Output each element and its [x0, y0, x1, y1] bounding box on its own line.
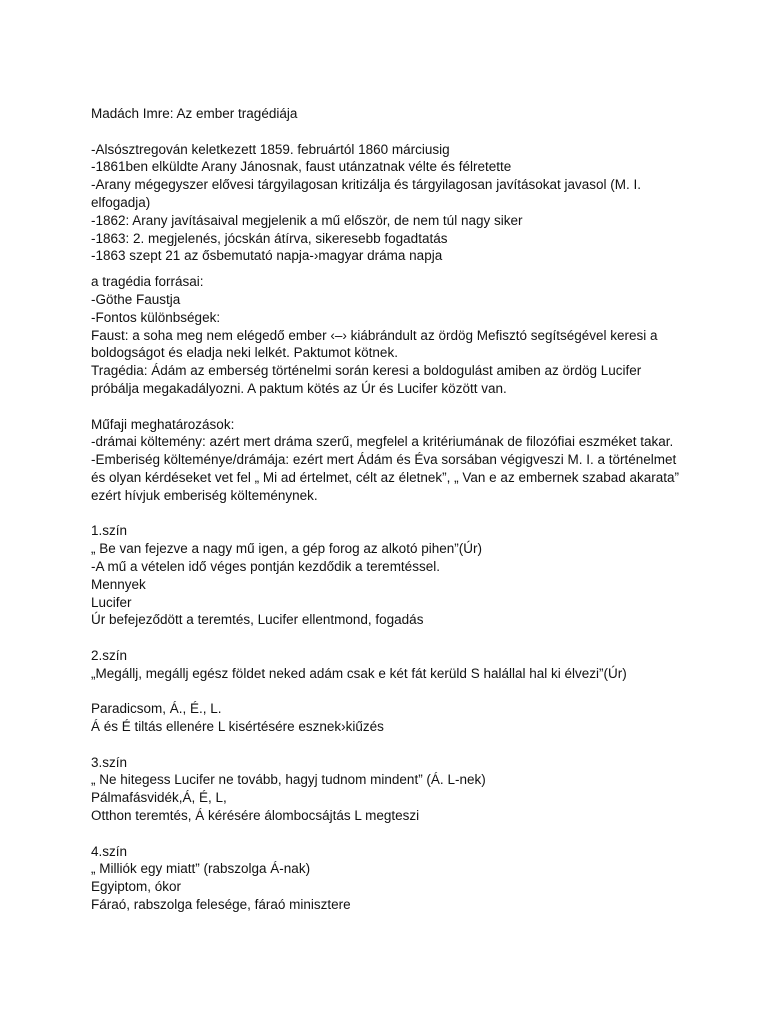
scene-heading: 1.szín: [91, 523, 128, 539]
scene-quote: „ Ne hitegess Lucifer ne tovább, hagyj tudnom mindent” (Á. L-nek): [91, 772, 486, 788]
genre-heading: Műfaji meghatározások:: [91, 416, 235, 432]
scene-line: Fáraó, rabszolga felesége, fáraó minisztere: [91, 897, 351, 913]
scene-line: Lucifer: [91, 594, 132, 610]
scene-quote: „ Be van fejezve a nagy mű igen, a gép forog az alkotó pihen”(Úr): [91, 541, 482, 557]
spacer: [91, 629, 691, 647]
scene-heading: 4.szín: [91, 843, 128, 859]
spacer: [91, 683, 691, 701]
spacer: [91, 123, 691, 141]
genre-paragraph: -drámai költemény: azért mert dráma szerű, megfelel a kritériumának de filozófiai eszméket takar.: [91, 434, 674, 450]
scene-line: Egyiptom, ókor: [91, 879, 182, 895]
scene-quote: „ Milliók egy miatt” (rabszolga Á-nak): [91, 861, 311, 877]
history-line: -1862: Arany javításaival megjelenik a mű először, de nem túl nagy siker: [91, 212, 523, 228]
scene-line: Úr befejeződött a teremtés, Lucifer ellentmond, fogadás: [91, 612, 424, 628]
sources-heading: a tragédia forrásai:: [91, 274, 204, 290]
spacer: [91, 398, 691, 416]
scene-line: -A mű a vételen idő véges pontján kezdődik a teremtéssel.: [91, 558, 440, 574]
spacer: [91, 265, 691, 273]
sources-line: -Göthe Faustja: [91, 291, 181, 307]
scene-line: Paradicsom, Á., É., L.: [91, 701, 222, 717]
spacer: [91, 736, 691, 754]
sources-paragraph: Faust: a soha meg nem elégedő ember ‹–› kiábrándult az ördög Mefisztó segítségével keresi a boldogságot és eladja neki lelkét. Paktumot kötnek.: [91, 327, 658, 361]
history-line: -1863 szept 21 az ősbemutató napja-›magyar dráma napja: [91, 248, 443, 264]
document-body: [91, 105, 691, 914]
scene-quote: „Megállj, megállj egész földet neked adám csak e két fát kerüld S halállal hal ki élvezi”(Úr): [91, 665, 627, 681]
history-line: -1861ben elküldte Arany Jánosnak, faust utánzatnak vélte és félretette: [91, 159, 512, 175]
scene-line: Mennyek: [91, 576, 146, 592]
history-line: -1863: 2. megjelenés, jócskán átírva, sikeresebb fogadtatás: [91, 230, 448, 246]
spacer: [91, 825, 691, 843]
genre-paragraph: -Emberiség költeménye/drámája: ezért mert Ádám és Éva sorsában végigveszi M. I. a történelmet és olyan kérdéseket vet fel „ Mi ad értelmet, célt az életnek”, „ Van e az embernek szabad akarata” ezért hívjuk emberiség költeménynek.: [91, 452, 680, 503]
scene-heading: 2.szín: [91, 647, 128, 663]
document-title: Madách Imre: Az ember tragédiája: [91, 106, 298, 121]
scene-line: Pálmafásvidék,Á, É, L,: [91, 790, 227, 806]
sources-line: -Fontos különbségek:: [91, 309, 221, 325]
scene-line: Á és É tiltás ellenére L kisértésére esznek›kiűzés: [91, 719, 384, 735]
scene-heading: 3.szín: [91, 754, 128, 770]
history-line: -Arany mégegyszer elővesi tárgyilagosan kritizálja és tárgyilagosan javításokat javasol (M. I. elfogadja): [91, 177, 641, 210]
scene-line: Otthon teremtés, Á kérésére álombocsájtás L megteszi: [91, 808, 420, 824]
history-line: -Alsósztregován keletkezett 1859. februártól 1860 márciusig: [91, 141, 450, 157]
sources-paragraph: Tragédia: Ádám az emberség történelmi során keresi a boldogulást amiben az ördög Lucifer próbálja megakadályozni. A paktum kötés az Úr és Lucifer között van.: [91, 363, 642, 396]
spacer: [91, 505, 691, 523]
